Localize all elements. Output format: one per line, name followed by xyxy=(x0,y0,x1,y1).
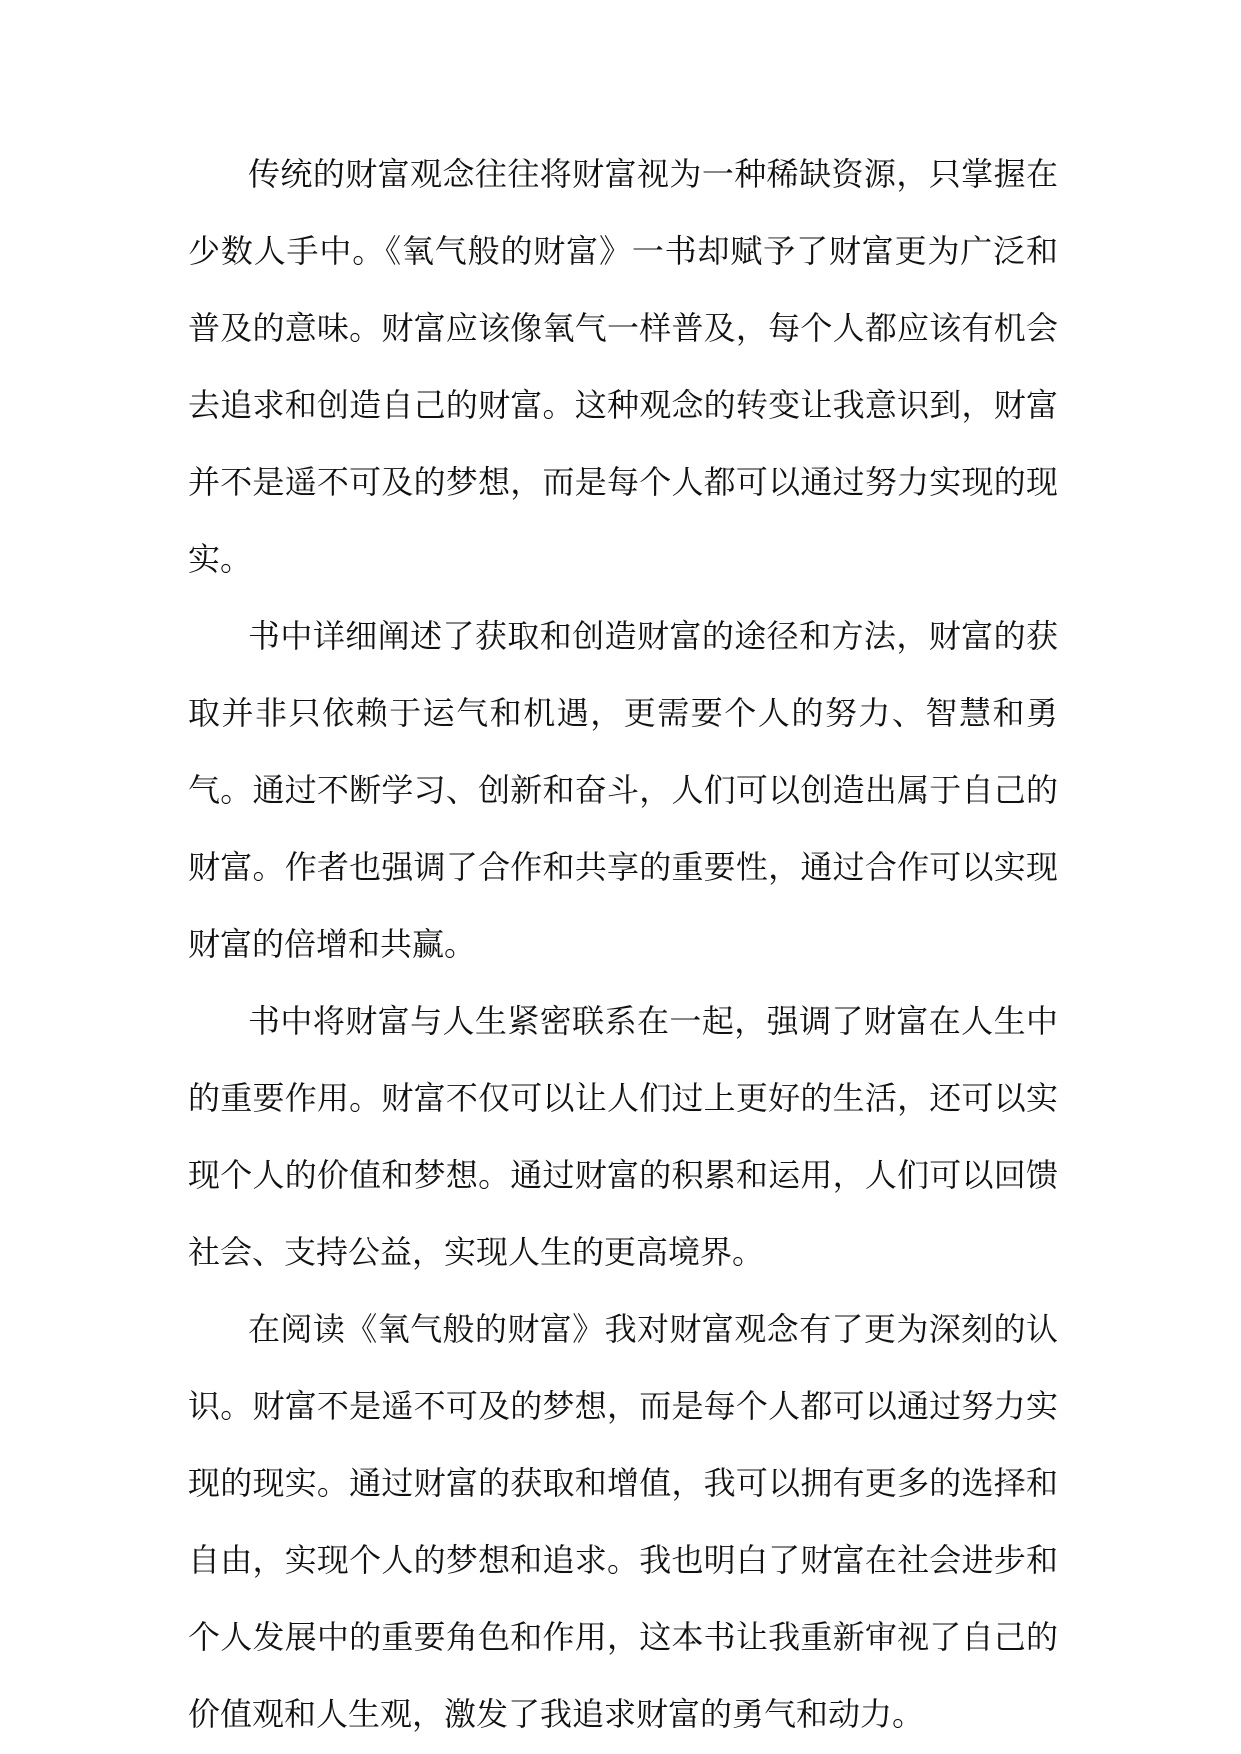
document-body xyxy=(188,136,1058,1753)
paragraph-2: 书中详细阐述了获取和创造财富的途径和方法，财富的获取并非只依赖于运气和机遇，更需要个人的努力、智慧和勇气。通过不断学习、创新和奋斗，人们可以创造出属于自己的财富。作者也强调了合作和共享的重要性，通过合作可以实现财富的倍增和共赢。 xyxy=(188,617,1058,963)
paragraph-1: 传统的财富观念往往将财富视为一种稀缺资源，只掌握在少数人手中。《氧气般的财富》一书却赋予了财富更为广泛和普及的意味。财富应该像氧气一样普及，每个人都应该有机会去追求和创造自己的财富。这种观念的转变让我意识到，财富并不是遥不可及的梦想，而是每个人都可以通过努力实现的现实。 xyxy=(188,155,1058,578)
paragraph-4: 在阅读《氧气般的财富》我对财富观念有了更为深刻的认识。财富不是遥不可及的梦想，而是每个人都可以通过努力实现的现实。通过财富的获取和增值，我可以拥有更多的选择和自由，实现个人的梦想和追求。我也明白了财富在社会进步和个人发展中的重要角色和作用，这本书让我重新审视了自己的价值观和人生观，激发了我追求财富的勇气和动力。 xyxy=(188,1310,1058,1733)
paragraph-3: 书中将财富与人生紧密联系在一起，强调了财富在人生中的重要作用。财富不仅可以让人们过上更好的生活，还可以实现个人的价值和梦想。通过财富的积累和运用，人们可以回馈社会、支持公益，实现人生的更高境界。 xyxy=(188,1002,1058,1271)
